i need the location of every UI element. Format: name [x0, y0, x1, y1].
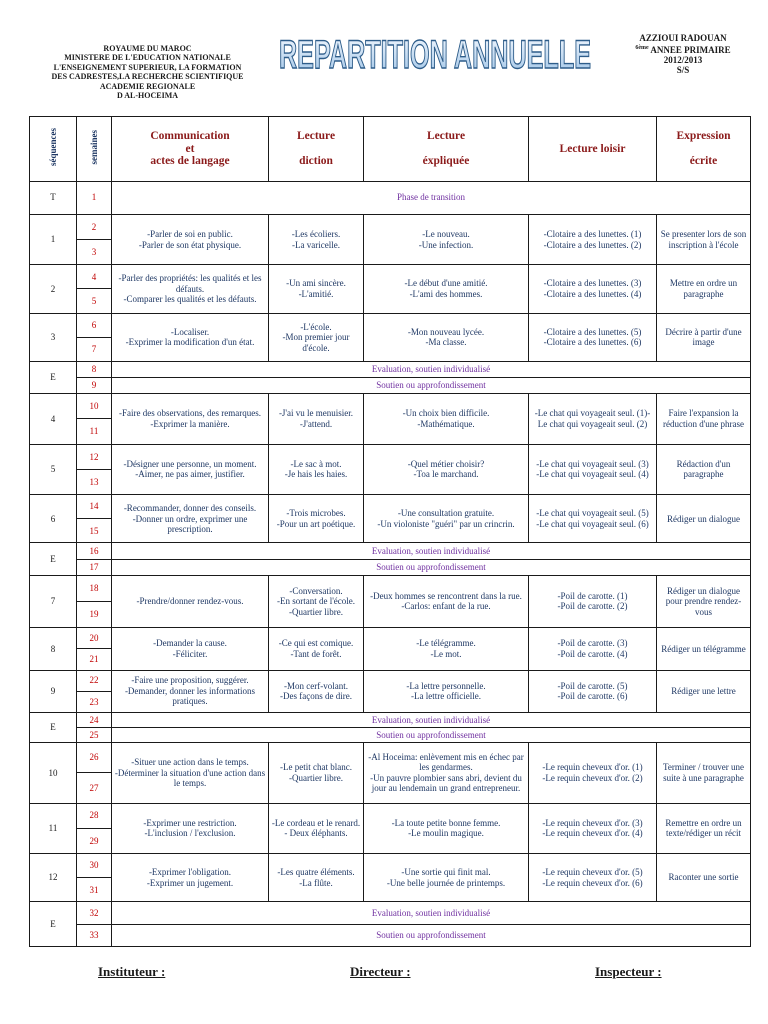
communication-cell: -Faire une proposition, suggérer. -Demander, donner les informations pratiques. [112, 670, 269, 712]
communication-cell: -Exprimer l'obligation. -Exprimer un jugement. [112, 854, 269, 902]
table-row [30, 444, 751, 469]
grade-line [608, 43, 758, 55]
loisir-cell: -Le chat qui voyageait seul. (3) -Le chat qui voyageait seul. (4) [529, 444, 657, 494]
table-row [30, 378, 751, 394]
loisir-cell: -Clotaire a des lunettes. (3) -Clotaire a des lunettes. (4) [529, 265, 657, 313]
ministry-line: DES CADRESTES,LA RECHERCHE SCIENTIFIQUE [51, 72, 244, 82]
annual-distribution-table [29, 116, 751, 947]
communication-cell: -Prendre/donner rendez-vous. [112, 575, 269, 627]
week-cell: 9 [77, 378, 112, 394]
sequence-cell: 5 [30, 444, 77, 494]
expliquee-cell: -Une consultation gratuite. -Un violoniste "guéri" par un crincrin. [364, 495, 529, 543]
table-row [30, 575, 751, 601]
expliquee-cell: -Un choix bien difficile. -Mathématique. [364, 394, 529, 444]
table-row [30, 727, 751, 742]
expliquee-cell: -Quel métier choisir? -Toa le marchand. [364, 444, 529, 494]
evaluation-cell: Evaluation, soutien individualisé [112, 543, 751, 559]
col-header-expression: Expression écrite [657, 117, 751, 182]
week-cell: 14 [77, 495, 112, 519]
communication-cell: -Localiser. -Exprimer la modification d'un état. [112, 313, 269, 361]
loisir-cell: -Le requin cheveux d'or. (3) -Le requin cheveux d'or. (4) [529, 803, 657, 853]
diction-cell: -Le cordeau et le renard. - Deux éléphants. [269, 803, 364, 853]
sequence-cell: 1 [30, 214, 77, 264]
communication-cell: -Parler de soi en public. -Parler de son état physique. [112, 214, 269, 264]
col-header-sequences: séquences [30, 117, 77, 182]
communication-cell: -Parler des propriétés: les qualités et les défauts. -Comparer les qualités et les défauts. [112, 265, 269, 313]
soutien-cell: Soutien ou approfondissement [112, 559, 751, 575]
expression-cell: Rédiger un dialogue pour prendre rendez-vous [657, 575, 751, 627]
soutien-cell: Soutien ou approfondissement [112, 727, 751, 742]
table-row [30, 854, 751, 878]
week-cell: 26 [77, 743, 112, 773]
week-cell: 21 [77, 649, 112, 670]
sequence-cell: E [30, 902, 77, 947]
ministry-line: ACADEMIE REGIONALE [99, 81, 196, 91]
expression-cell: Rédiger un dialogue [657, 495, 751, 543]
expliquee-cell: -La toute petite bonne femme. -Le moulin magique. [364, 803, 529, 853]
expression-cell: Rédiger une lettre [657, 670, 751, 712]
sequence-cell: E [30, 712, 77, 742]
communication-cell: -Recommander, donner des conseils. -Donner un ordre, exprimer une prescription. [112, 495, 269, 543]
week-cell: 1 [77, 181, 112, 214]
col-header-lecture-expliquee: Lecture éxpliquée [364, 117, 529, 182]
week-cell: 10 [77, 394, 112, 419]
table-row [30, 265, 751, 289]
signature-directeur-label: Directeur : [350, 964, 411, 979]
week-cell: 25 [77, 727, 112, 742]
table-row [30, 181, 751, 214]
expression-cell: Remettre en ordre un texte/rédiger un récit [657, 803, 751, 853]
loisir-cell: -Poil de carotte. (3) -Poil de carotte. (4) [529, 628, 657, 670]
week-cell: 3 [77, 240, 112, 265]
loisir-cell: -Le requin cheveux d'or. (1) -Le requin cheveux d'or. (2) [529, 743, 657, 804]
week-cell: 12 [77, 444, 112, 469]
expliquee-cell: -Le nouveau. -Une infection. [364, 214, 529, 264]
school-year: 2012/2013 [663, 55, 703, 65]
table-row [30, 495, 751, 519]
week-cell: 17 [77, 559, 112, 575]
week-cell: 2 [77, 214, 112, 239]
expression-cell: Décrire à partir d'une image [657, 313, 751, 361]
loisir-cell: -Le chat qui voyageait seul. (1)-Le chat qui voyageait seul. (2) [529, 394, 657, 444]
ministry-header [40, 44, 255, 100]
expression-cell: Mettre en ordre un paragraphe [657, 265, 751, 313]
table-row [30, 712, 751, 727]
week-cell: 8 [77, 362, 112, 378]
ministry-line: ROYAUME DU MAROC [103, 44, 192, 53]
teacher-name: AZZIOUI RADOUAN [639, 33, 727, 43]
evaluation-cell: Evaluation, soutien individualisé [112, 362, 751, 378]
loisir-cell: -Clotaire a des lunettes. (1) -Clotaire a des lunettes. (2) [529, 214, 657, 264]
diction-cell: -Un ami sincère. -L'amitié. [269, 265, 364, 313]
sequence-cell: 4 [30, 394, 77, 444]
table-row [30, 394, 751, 419]
week-cell: 15 [77, 519, 112, 543]
communication-cell: -Désigner une personne, un moment. -Aimer, ne pas aimer, justifier. [112, 444, 269, 494]
sequence-cell: 11 [30, 803, 77, 853]
week-cell: 16 [77, 543, 112, 559]
expression-cell: Raconter une sortie [657, 854, 751, 902]
table-row [30, 543, 751, 559]
week-cell: 33 [77, 924, 112, 946]
week-cell: 29 [77, 828, 112, 853]
table-row [30, 559, 751, 575]
col-header-semaines: semaines [77, 117, 112, 182]
week-cell: 11 [77, 419, 112, 444]
table-row [30, 362, 751, 378]
sequence-cell: 10 [30, 743, 77, 804]
week-cell: 30 [77, 854, 112, 878]
week-cell: 18 [77, 575, 112, 601]
sequence-cell: 8 [30, 628, 77, 670]
communication-cell: -Exprimer une restriction. -L'inclusion / l'exclusion. [112, 803, 269, 853]
sequence-cell: 6 [30, 495, 77, 543]
table-row [30, 803, 751, 828]
loisir-cell: -Le chat qui voyageait seul. (5) -Le chat qui voyageait seul. (6) [529, 495, 657, 543]
communication-cell: -Demander la cause. -Féliciter. [112, 628, 269, 670]
signature-inspecteur-label: Inspecteur : [595, 964, 662, 979]
loisir-cell: -Poil de carotte. (5) -Poil de carotte. (6) [529, 670, 657, 712]
expliquee-cell: -Deux hommes se rencontrent dans la rue. -Carlos: enfant de la rue. [364, 575, 529, 627]
week-cell: 7 [77, 337, 112, 361]
expression-cell: Rédiger un télégramme [657, 628, 751, 670]
diction-cell: -Les quatre éléments. -La flûte. [269, 854, 364, 902]
table-row [30, 670, 751, 691]
diction-cell: -L'école. -Mon premier jour d'école. [269, 313, 364, 361]
diction-cell: -Les écoliers. -La varicelle. [269, 214, 364, 264]
diction-cell: -Mon cerf-volant. -Des façons de dire. [269, 670, 364, 712]
week-cell: 31 [77, 878, 112, 902]
expliquee-cell: -Le télégramme. -Le mot. [364, 628, 529, 670]
evaluation-cell: Evaluation, soutien individualisé [112, 712, 751, 727]
expression-cell: Faire l'expansion la réduction d'une phrase [657, 394, 751, 444]
week-cell: 23 [77, 691, 112, 712]
expliquee-cell: -Le début d'une amitié. -L'ami des hommes. [364, 265, 529, 313]
grade-text: ANNEE PRIMAIRE [650, 45, 731, 55]
transition-cell: Phase de transition [112, 181, 751, 214]
sequence-cell: 7 [30, 575, 77, 627]
week-cell: 19 [77, 601, 112, 627]
table-row [30, 313, 751, 337]
week-cell: 22 [77, 670, 112, 691]
week-cell: 5 [77, 289, 112, 313]
col-header-lecture-loisir: Lecture loisir [529, 117, 657, 182]
diction-cell: -Ce qui est comique. -Tant de forêt. [269, 628, 364, 670]
col-header-communication: Communication et actes de langage [112, 117, 269, 182]
sequence-cell: T [30, 181, 77, 214]
table-row [30, 902, 751, 924]
document-title-text: REPARTITION ANNUELLE [279, 33, 591, 77]
week-cell: 24 [77, 712, 112, 727]
sequence-cell: E [30, 543, 77, 575]
expliquee-cell: -La lettre personnelle. -La lettre officielle. [364, 670, 529, 712]
table-row [30, 214, 751, 239]
header-row [30, 117, 751, 182]
communication-cell: -Situer une action dans le temps. -Déterminer la situation d'une action dans le temps. [112, 743, 269, 804]
expliquee-cell: -Une sortie qui finit mal. -Une belle journée de printemps. [364, 854, 529, 902]
week-cell: 4 [77, 265, 112, 289]
diction-cell: -Trois microbes. -Pour un art poétique. [269, 495, 364, 543]
week-cell: 20 [77, 628, 112, 649]
evaluation-cell: Evaluation, soutien individualisé [112, 902, 751, 924]
week-cell: 27 [77, 773, 112, 803]
diction-cell: -Le sac à mot. -Je hais les haies. [269, 444, 364, 494]
ministry-line: L'ENSEIGNEMENT SUPERIEUR, LA FORMATION [53, 62, 242, 72]
soutien-cell: Soutien ou approfondissement [112, 924, 751, 946]
table-row [30, 743, 751, 773]
week-cell: 6 [77, 313, 112, 337]
loisir-cell: -Le requin cheveux d'or. (5) -Le requin cheveux d'or. (6) [529, 854, 657, 902]
expliquee-cell: -Al Hoceima: enlèvement mis en échec par les gendarmes. -Un pauvre plombier sans abri, devient du jour au lendemain un grand entrepreneur. [364, 743, 529, 804]
soutien-cell: Soutien ou approfondissement [112, 378, 751, 394]
table-row [30, 628, 751, 649]
expliquee-cell: -Mon nouveau lycée. -Ma classe. [364, 313, 529, 361]
communication-cell: -Faire des observations, des remarques. -Exprimer la manière. [112, 394, 269, 444]
ministry-line: MINISTERE DE L'EDUCATION NATIONALE [64, 53, 231, 63]
sequence-cell: E [30, 362, 77, 394]
week-cell: 28 [77, 803, 112, 828]
grade-number: 6ème [635, 45, 649, 51]
sequence-cell: 3 [30, 313, 77, 361]
expression-cell: Se presenter lors de son inscription à l'école [657, 214, 751, 264]
table-row [30, 924, 751, 946]
week-cell: 32 [77, 902, 112, 924]
sequence-cell: 2 [30, 265, 77, 313]
diction-cell: -Le petit chat blanc. -Quartier libre. [269, 743, 364, 804]
document-title [270, 10, 600, 90]
signature-instituteur-label: Instituteur : [98, 964, 166, 979]
diction-cell: -Conversation. -En sortant de l'école. -Quartier libre. [269, 575, 364, 627]
expression-cell: Rédaction d'un paragraphe [657, 444, 751, 494]
col-header-lecture-diction: Lecture diction [269, 117, 364, 182]
expression-cell: Terminer / trouver une suite à une paragraphe [657, 743, 751, 804]
loisir-cell: -Poil de carotte. (1) -Poil de carotte. (2) [529, 575, 657, 627]
sequence-cell: 9 [30, 670, 77, 712]
sequence-cell: 12 [30, 854, 77, 902]
teacher-info [608, 33, 758, 75]
week-cell: 13 [77, 469, 112, 494]
loisir-cell: -Clotaire a des lunettes. (5) -Clotaire a des lunettes. (6) [529, 313, 657, 361]
ministry-line: D AL-HOCEIMA [116, 91, 179, 101]
school-unit: S/S [676, 65, 690, 75]
diction-cell: -J'ai vu le menuisier. -J'attend. [269, 394, 364, 444]
